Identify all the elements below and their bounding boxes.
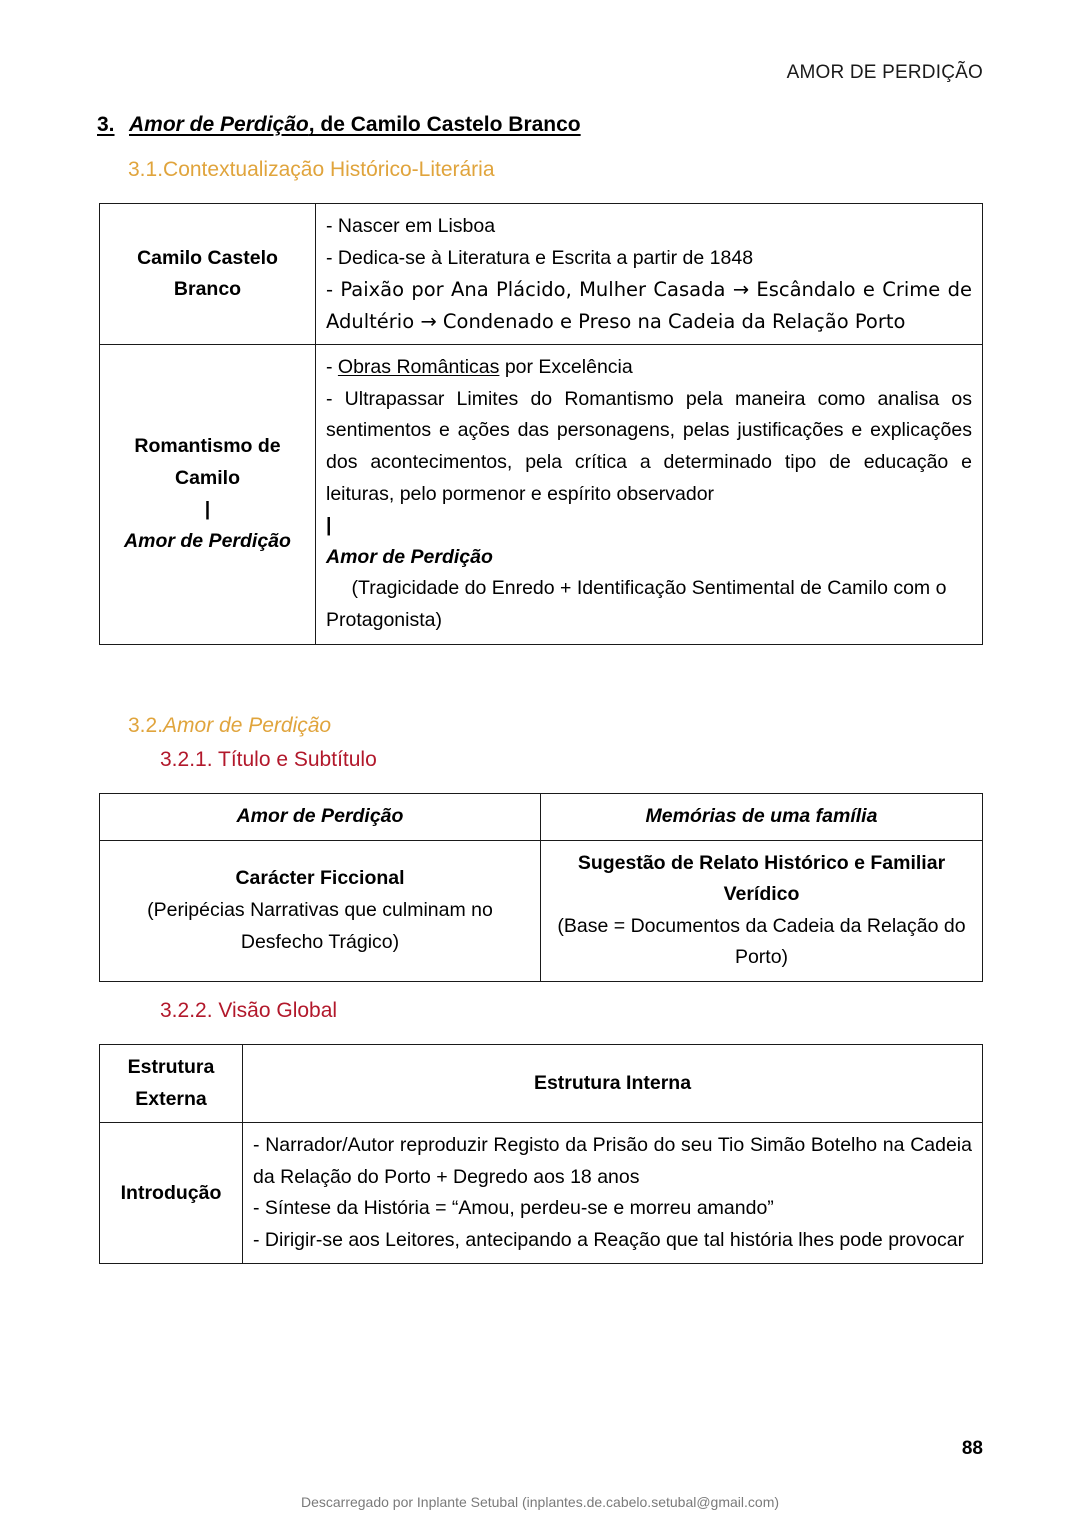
label-line-emphasis: Amor de Perdição <box>124 529 291 552</box>
heading-3-2 <box>128 714 331 738</box>
cell-header-estrutura-externa <box>100 1045 243 1123</box>
running-header-title: AMOR DE PERDIÇÃO <box>786 62 983 83</box>
cell-relato-historico <box>541 840 983 981</box>
cell-body-camilo-castelo-branco <box>316 204 983 345</box>
heading-title-italic: Amor de Perdição <box>129 113 309 136</box>
cell-header-amor-de-perdicao: Amor de Perdição <box>100 794 541 841</box>
bullet-line-ultrapassar: - Ultrapassar Limites do Romantismo pela maneira como analisa os sentimentos e ações das personagens, pelas justificações e explicações dos acontecimentos, pela crítica a determinado tipo de educação e leituras, pelo pormenor e espírito observador <box>326 387 972 505</box>
table-titulo-e-subtitulo <box>99 793 983 982</box>
highlight-amor-de-perdicao: Amor de Perdição <box>326 545 493 568</box>
table-contextualizacao <box>99 203 983 645</box>
page-number: 88 <box>961 1438 983 1459</box>
label-line: Romantismo de <box>134 435 281 458</box>
heading-3-1: 3.1.Contextualização Histórico-Literária <box>128 158 495 181</box>
line-rest: por Excelência <box>499 356 633 379</box>
download-attribution: Descarregado por Inplante Setubal (inplantes.de.cabelo.setubal@gmail.com) <box>300 1494 780 1510</box>
heading-3-2-title: Amor de Perdição <box>163 714 332 737</box>
heading-3-2-2: 3.2.2. Visão Global <box>160 999 338 1022</box>
bullet-line: - Narrador/Autor reproduzir Registo da Prisão do seu Tio Simão Botelho na Cadeia da Relação do Porto + Degredo aos 18 anos <box>253 1134 972 1188</box>
page-title <box>97 113 581 137</box>
table-row <box>100 1123 983 1264</box>
underlined-term: Obras Românticas <box>337 356 500 379</box>
header-line: Externa <box>135 1087 207 1110</box>
cell-body-romantismo-de-camilo <box>316 345 983 644</box>
cell-paren-line: (Base = Documentos da Cadeia da Relação do Porto) <box>557 914 966 969</box>
bullet-line: - Nascer em Lisboa <box>326 215 496 237</box>
heading-3-2-1: 3.2.1. Título e Subtítulo <box>160 748 377 771</box>
table-header-row <box>100 1045 983 1123</box>
cell-label-camilo-castelo-branco: Camilo Castelo Branco <box>100 204 316 345</box>
header-line: Estrutura <box>127 1056 215 1078</box>
label-pipe: | <box>204 498 211 521</box>
bullet-line-obras-romanticas: - Obras Românticas por Excelência <box>326 356 633 379</box>
table-row <box>100 345 983 644</box>
cell-bold-line: Carácter Ficcional <box>235 867 405 890</box>
cell-caracter-ficcional <box>100 840 541 981</box>
bullet-line: - Paixão por Ana Plácido, Mulher Casada → Escândalo e Crime de Adultério → Condenado e Preso na Cadeia da Relação Porto <box>326 278 972 333</box>
paren-note: (Tragicidade do Enredo + Identificação Sentimental de Camilo com o Protagonista) <box>326 577 947 631</box>
cell-header-memorias-de-uma-familia: Memórias de uma família <box>541 794 983 841</box>
cell-bold-line: Sugestão de Relato Histórico e Familiar Verídico <box>577 851 946 906</box>
pipe-separator: | <box>326 514 332 537</box>
cell-label-romantismo-de-camilo <box>100 345 316 644</box>
cell-body-introducao <box>243 1123 983 1264</box>
bullet-line: - Dirigir-se aos Leitores, antecipando a Reação que tal história lhes pode provocar <box>253 1228 965 1251</box>
label-line: Camilo <box>174 466 240 489</box>
table-row <box>100 840 983 981</box>
table-row <box>100 204 983 345</box>
cell-label-introducao: Introdução <box>100 1123 243 1264</box>
heading-title-rest: , de Camilo Castelo Branco <box>308 113 581 136</box>
table-header-row <box>100 794 983 841</box>
bullet-line: - Síntese da História = “Amou, perdeu-se e morreu amando” <box>253 1197 774 1220</box>
cell-header-estrutura-interna: Estrutura Interna <box>243 1045 983 1123</box>
heading-number: 3. <box>97 113 115 136</box>
heading-3-2-number: 3.2. <box>128 714 164 737</box>
cell-paren-line: (Peripécias Narrativas que culminam no Desfecho Trágico) <box>147 898 493 953</box>
bullet-line: - Dedica-se à Literatura e Escrita a partir de 1848 <box>326 246 754 269</box>
table-visao-global <box>99 1044 983 1264</box>
